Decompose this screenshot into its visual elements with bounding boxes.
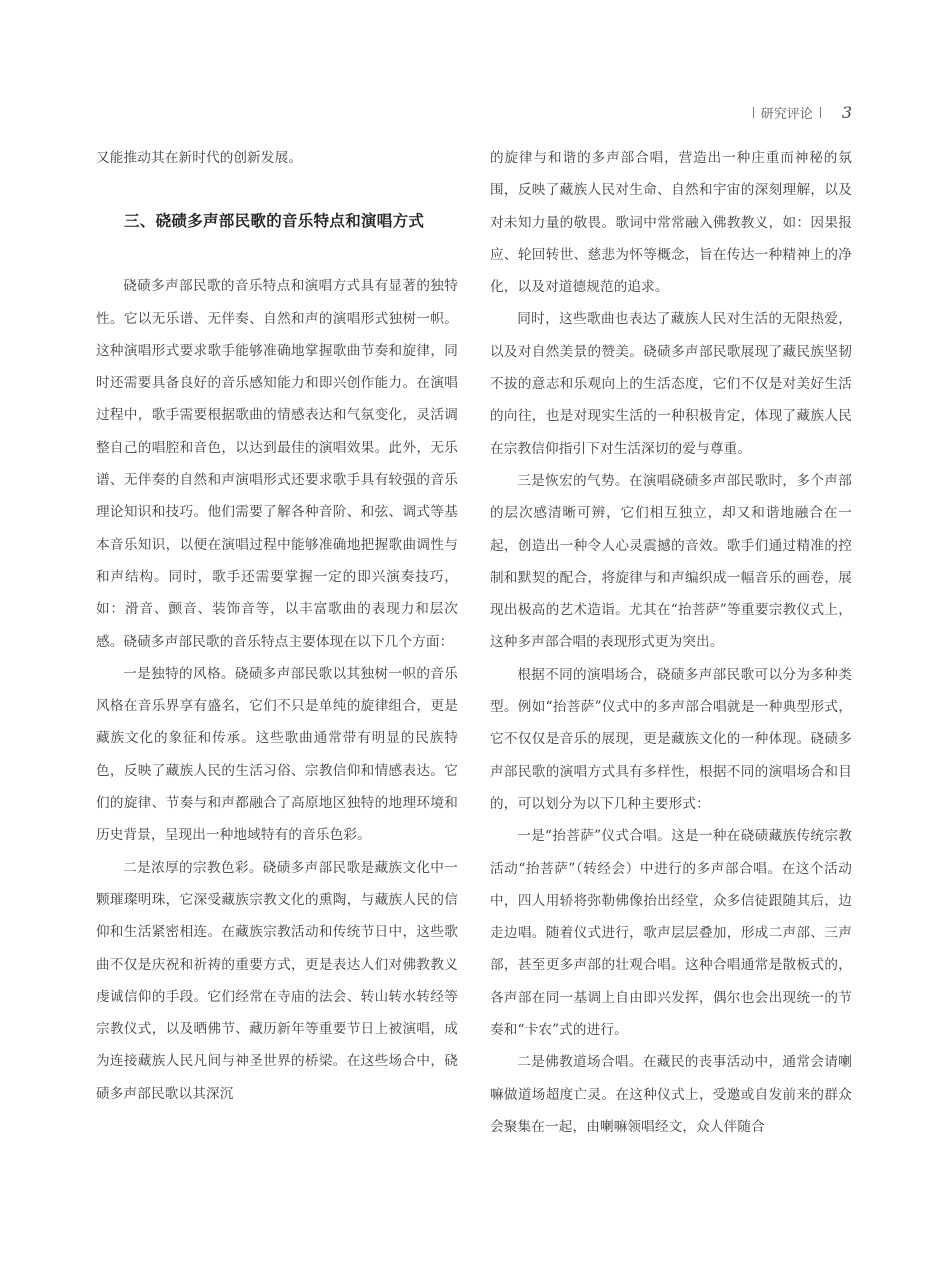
body-paragraph: 二是佛教道场合唱。在藏民的丧事活动中，通常会请喇嘛做道场超度亡灵。在这种仪式上，受邀或自发前来的群众会聚集在一起，由喇嘛领唱经文，众人伴随合 <box>490 1054 852 1135</box>
continuation-paragraph-left: 又能推动其在新时代的创新发展。 <box>96 150 303 166</box>
right-column <box>490 142 852 1143</box>
header-divider-left <box>753 107 754 118</box>
body-paragraph: 根据不同的演唱场合，硗碛多声部民歌可以分为多种类型。例如“抬菩萨”仪式中的多声部合唱就是一种典型形式，它不仅仅是音乐的展现，更是藏族文化的一种体现。硗碛多声部民歌的演唱方式具有多样性，根据不同的演唱场合和目的，可以划分为以下几种主要形式： <box>490 666 852 812</box>
body-paragraph: 一是独特的风格。硗碛多声部民歌以其独树一帜的音乐风格在音乐界享有盛名，它们不只是单纯的旋律组合，更是藏族文化的象征和传承。这些歌曲通常带有明显的民族特色，反映了藏族人民的生活习俗、宗教信仰和情感表达。它们的旋律、节奏与和声都融合了高原地区独特的地理环境和历史背景，呈现出一种地域特有的音乐色彩。 <box>96 665 458 844</box>
body-paragraph: 二是浓厚的宗教色彩。硗碛多声部民歌是藏族文化中一颗璀璨明珠，它深受藏族宗教文化的熏陶，与藏族人民的信仰和生活紧密相连。在藏族宗教活动和传统节日中，这些歌曲不仅是庆祝和祈祷的重要方式，更是表达人们对佛教教义虔诚信仰的手段。它们经常在寺庙的法会、转山转水转经等宗教仪式，以及晒佛节、藏历新年等重要节日上被演唱，成为连接藏族人民凡间与神圣世界的桥梁。在这些场合中，硗碛多声部民歌以其深沉 <box>96 859 458 1102</box>
body-paragraph: 一是“抬菩萨”仪式合唱。这是一种在硗碛藏族传统宗教活动“抬菩萨”（转经会）中进行的多声部合唱。在这个活动中，四人用轿将弥勒佛像抬出经堂，众多信徒跟随其后，边走边唱。随着仪式进行，歌声层层叠加，形成二声部、三声部，甚至更多声部的壮观合唱。这种合唱通常是散板式的，各声部在同一基调上自由即兴发挥，偶尔也会出现统一的节奏和“卡农”式的进行。 <box>490 828 852 1039</box>
page-number: 3 <box>841 102 852 122</box>
header-section-label: 研究评论 <box>760 106 813 122</box>
header-divider-right <box>820 107 821 118</box>
continuation-paragraph-right: 的旋律与和谐的多声部合唱，营造出一种庄重而神秘的氛围，反映了藏族人民对生命、自然和宇宙的深刻理解，以及对未知力量的敬畏。歌词中常常融入佛教教义，如：因果报应、轮回转世、慈悲为怀等概念，旨在传达一种精神上的净化，以及对道德规范的追求。 <box>490 150 852 296</box>
running-header <box>746 100 852 124</box>
body-paragraph: 同时，这些歌曲也表达了藏族人民对生活的无限热爱，以及对自然美景的赞美。硗碛多声部民歌展现了藏民族坚韧不拔的意志和乐观向上的生活态度，它们不仅是对美好生活的向往，也是对现实生活的一种积极肯定，体现了藏族人民在宗教信仰指引下对生活深切的爱与尊重。 <box>490 311 852 457</box>
left-column <box>96 142 458 1110</box>
body-paragraph: 三是恢宏的气势。在演唱硗碛多声部民歌时，多个声部的层次感清晰可辨，它们相互独立，却又和谐地融合在一起，创造出一种令人心灵震撼的音效。歌手们通过精准的控制和默契的配合，将旋律与和声编织成一幅音乐的画卷，展现出极高的艺术造诣。尤其在“抬菩萨”等重要宗教仪式上，这种多声部合唱的表现形式更为突出。 <box>490 472 852 651</box>
body-paragraph: 硗碛多声部民歌的音乐特点和演唱方式具有显著的独特性。它以无乐谱、无伴奏、自然和声的演唱形式独树一帜。这种演唱形式要求歌手能够准确地掌握歌曲节奏和旋律，同时还需要具备良好的音乐感知能力和即兴创作能力。在演唱过程中，歌手需要根据歌曲的情感表达和气氛变化，灵活调整自己的唱腔和音色，以达到最佳的演唱效果。此外，无乐谱、无伴奏的自然和声演唱形式还要求歌手具有较强的音乐理论知识和技巧。他们需要了解各种音阶、和弦、调式等基本音乐知识，以便在演唱过程中能够准确地把握歌曲调性与和声结构。同时，歌手还需要掌握一定的即兴演奏技巧，如：滑音、颤音、装饰音等，以丰富歌曲的表现力和层次感。硗碛多声部民歌的音乐特点主要体现在以下几个方面： <box>96 278 458 650</box>
section-heading: 三、硗碛多声部民歌的音乐特点和演唱方式 <box>124 211 425 231</box>
